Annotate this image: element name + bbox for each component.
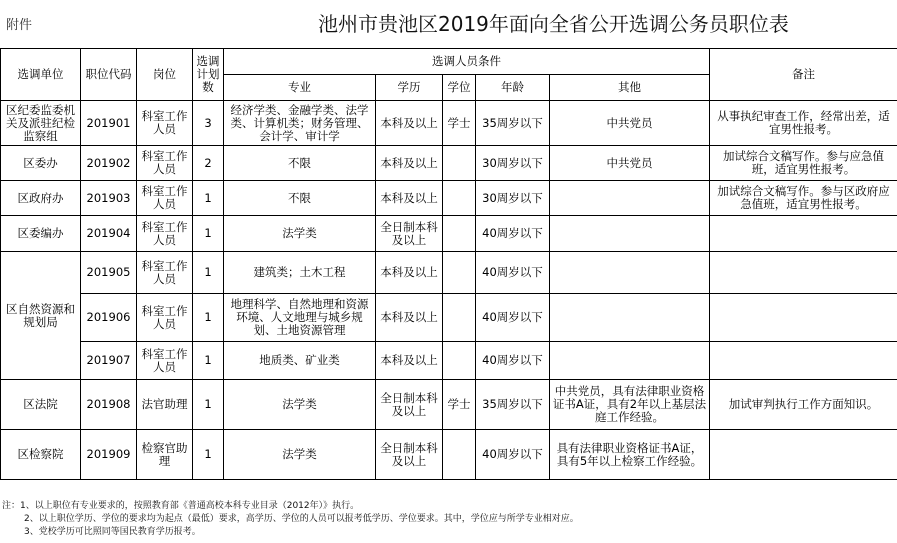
cell-major: 不限 xyxy=(224,146,376,181)
cell-unit: 区纪委监委机关及派驻纪检监察组 xyxy=(1,101,81,146)
cell-plan: 1 xyxy=(193,181,224,216)
cell-degree xyxy=(443,252,476,294)
cell-age: 40周岁以下 xyxy=(476,252,550,294)
cell-degree xyxy=(443,181,476,216)
cell-age: 30周岁以下 xyxy=(476,146,550,181)
cell-unit: 区政府办 xyxy=(1,181,81,216)
cell-post: 科室工作人员 xyxy=(137,252,193,294)
header-code: 职位代码 xyxy=(81,49,137,101)
cell-plan: 1 xyxy=(193,216,224,252)
cell-code: 201906 xyxy=(81,294,137,342)
cell-code: 201902 xyxy=(81,146,137,181)
cell-post: 法官助理 xyxy=(137,380,193,430)
cell-post: 科室工作人员 xyxy=(137,216,193,252)
position-table xyxy=(0,48,897,480)
cell-unit: 区法院 xyxy=(1,380,81,430)
cell-unit: 区检察院 xyxy=(1,430,81,480)
table-row xyxy=(1,101,897,146)
header-unit: 选调单位 xyxy=(1,49,81,101)
cell-code: 201903 xyxy=(81,181,137,216)
cell-age: 40周岁以下 xyxy=(476,216,550,252)
header-other: 其他 xyxy=(550,75,710,101)
cell-remark: 加试综合文稿写作。参与应急值班，适宜男性报考。 xyxy=(710,146,897,181)
cell-code: 201907 xyxy=(81,342,137,380)
header-degree: 学位 xyxy=(443,75,476,101)
table-row xyxy=(1,380,897,430)
cell-post: 科室工作人员 xyxy=(137,342,193,380)
header-plan: 选调计划数 xyxy=(193,49,224,101)
table-row xyxy=(1,294,897,342)
header-age: 年龄 xyxy=(476,75,550,101)
cell-other xyxy=(550,252,710,294)
cell-remark xyxy=(710,294,897,342)
cell-post: 科室工作人员 xyxy=(137,181,193,216)
cell-major: 经济学类、金融学类、法学类、计算机类；财务管理、会计学、审计学 xyxy=(224,101,376,146)
cell-unit: 区委编办 xyxy=(1,216,81,252)
cell-plan: 2 xyxy=(193,146,224,181)
cell-degree: 学士 xyxy=(443,380,476,430)
cell-remark: 从事执纪审查工作，经常出差，适宜男性报考。 xyxy=(710,101,897,146)
cell-major: 地质类、矿业类 xyxy=(224,342,376,380)
header-row xyxy=(1,49,897,75)
cell-other: 中共党员 xyxy=(550,101,710,146)
table-row xyxy=(1,146,897,181)
cell-major: 法学类 xyxy=(224,430,376,480)
table-row xyxy=(1,252,897,294)
footnote-1: 注：1、以上职位有专业要求的，按照教育部《普通高校本科专业目录（2012年）》执行。 xyxy=(2,501,360,511)
cell-remark xyxy=(710,216,897,252)
cell-other xyxy=(550,342,710,380)
title-bar xyxy=(0,0,897,48)
table-row xyxy=(1,342,897,380)
table-row xyxy=(1,430,897,480)
cell-plan: 1 xyxy=(193,380,224,430)
cell-plan: 1 xyxy=(193,294,224,342)
cell-education: 全日制本科及以上 xyxy=(376,430,443,480)
cell-remark xyxy=(710,430,897,480)
cell-age: 40周岁以下 xyxy=(476,342,550,380)
page-title: 池州市贵池区2019年面向全省公开选调公务员职位表 xyxy=(318,12,789,36)
cell-degree xyxy=(443,342,476,380)
cell-major: 法学类 xyxy=(224,380,376,430)
cell-education: 本科及以上 xyxy=(376,181,443,216)
cell-other xyxy=(550,181,710,216)
header-major: 专业 xyxy=(224,75,376,101)
footnote-2: 2、以上职位学历、学位的要求均为起点（最低）要求，高学历、学位的人员可以报考低学历、学位要求。其中，学位应与所学专业相对应。 xyxy=(24,514,579,524)
cell-remark: 加试综合文稿写作。参与区政府应急值班，适宜男性报考。 xyxy=(710,181,897,216)
cell-other xyxy=(550,294,710,342)
cell-major: 法学类 xyxy=(224,216,376,252)
cell-other xyxy=(550,216,710,252)
cell-other: 中共党员，具有法律职业资格证书A证，具有2年以上基层法庭工作经验。 xyxy=(550,380,710,430)
cell-degree xyxy=(443,146,476,181)
footnotes xyxy=(2,500,897,539)
cell-major: 地理科学、自然地理和资源环境、人文地理与城乡规划、土地资源管理 xyxy=(224,294,376,342)
cell-plan: 1 xyxy=(193,252,224,294)
table-row xyxy=(1,216,897,252)
cell-post: 检察官助理 xyxy=(137,430,193,480)
cell-age: 40周岁以下 xyxy=(476,430,550,480)
cell-other: 具有法律职业资格证书A证，具有5年以上检察工作经验。 xyxy=(550,430,710,480)
cell-code: 201901 xyxy=(81,101,137,146)
header-post: 岗位 xyxy=(137,49,193,101)
cell-remark xyxy=(710,252,897,294)
cell-age: 35周岁以下 xyxy=(476,380,550,430)
header-conditions: 选调人员条件 xyxy=(224,49,710,75)
cell-code: 201904 xyxy=(81,216,137,252)
cell-code: 201909 xyxy=(81,430,137,480)
cell-education: 本科及以上 xyxy=(376,146,443,181)
attachment-label: 附件 xyxy=(6,18,33,33)
cell-education: 全日制本科及以上 xyxy=(376,380,443,430)
cell-degree xyxy=(443,430,476,480)
footnote-3: 3、党校学历可比照同等国民教育学历报考。 xyxy=(24,527,201,537)
cell-plan: 1 xyxy=(193,342,224,380)
cell-remark xyxy=(710,342,897,380)
cell-post: 科室工作人员 xyxy=(137,101,193,146)
cell-plan: 3 xyxy=(193,101,224,146)
table-row xyxy=(1,181,897,216)
cell-unit: 区自然资源和规划局 xyxy=(1,252,81,380)
cell-plan: 1 xyxy=(193,430,224,480)
cell-age: 30周岁以下 xyxy=(476,181,550,216)
header-education: 学历 xyxy=(376,75,443,101)
cell-unit: 区委办 xyxy=(1,146,81,181)
cell-age: 40周岁以下 xyxy=(476,294,550,342)
cell-age: 35周岁以下 xyxy=(476,101,550,146)
cell-code: 201905 xyxy=(81,252,137,294)
cell-degree: 学士 xyxy=(443,101,476,146)
cell-major: 不限 xyxy=(224,181,376,216)
cell-degree xyxy=(443,294,476,342)
cell-education: 本科及以上 xyxy=(376,342,443,380)
cell-degree xyxy=(443,216,476,252)
cell-remark: 加试审判执行工作方面知识。 xyxy=(710,380,897,430)
cell-education: 本科及以上 xyxy=(376,252,443,294)
header-remark: 备注 xyxy=(710,49,897,101)
cell-education: 本科及以上 xyxy=(376,294,443,342)
cell-post: 科室工作人员 xyxy=(137,146,193,181)
cell-education: 本科及以上 xyxy=(376,101,443,146)
cell-code: 201908 xyxy=(81,380,137,430)
cell-major: 建筑类；土木工程 xyxy=(224,252,376,294)
cell-education: 全日制本科及以上 xyxy=(376,216,443,252)
cell-post: 科室工作人员 xyxy=(137,294,193,342)
cell-other: 中共党员 xyxy=(550,146,710,181)
